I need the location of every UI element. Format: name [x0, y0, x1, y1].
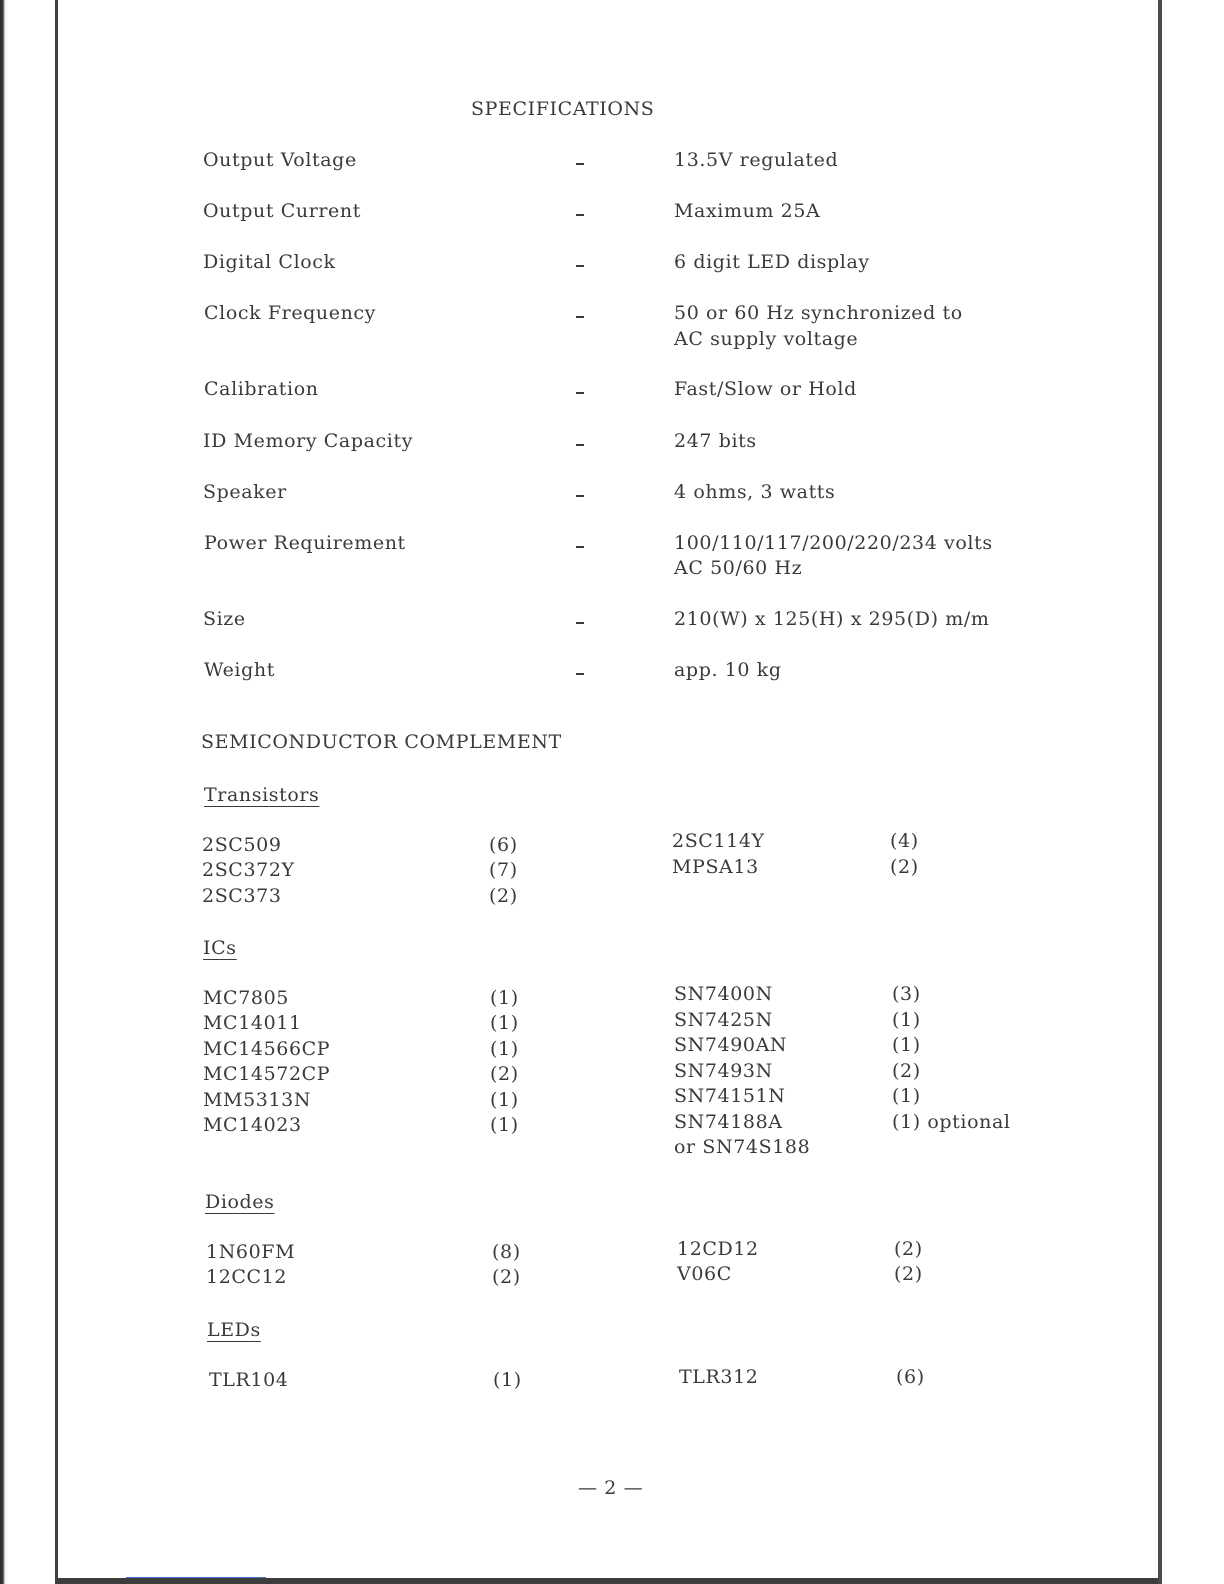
- part-qty: (1): [892, 1085, 921, 1107]
- part-name: V06C: [677, 1263, 732, 1285]
- part-name: 1N60FM: [206, 1241, 296, 1263]
- spec-label: Weight: [204, 659, 275, 681]
- spec-value: 13.5V regulated: [674, 149, 839, 171]
- part-qty: (1): [892, 1034, 921, 1056]
- part-name: MC14023: [203, 1114, 302, 1136]
- spec-separator: [576, 163, 584, 165]
- part-name: 2SC372Y: [202, 859, 295, 881]
- page-number: — 2 —: [578, 1477, 644, 1499]
- part-qty: (2): [492, 1266, 521, 1288]
- part-qty: (2): [890, 856, 919, 878]
- part-qty: (2): [490, 1063, 519, 1085]
- spec-value: 4 ohms, 3 watts: [674, 481, 836, 503]
- part-name: SN7490AN: [674, 1034, 788, 1056]
- part-name: 2SC114Y: [672, 830, 765, 852]
- diodes-heading: Diodes: [205, 1191, 275, 1213]
- part-qty: (1): [490, 1089, 519, 1111]
- spec-value: app. 10 kg: [674, 659, 782, 681]
- part-qty: (8): [492, 1241, 521, 1263]
- spec-label: Size: [203, 608, 246, 630]
- spec-value: 50 or 60 Hz synchronized to: [674, 302, 963, 324]
- spec-value: 210(W) x 125(H) x 295(D) m/m: [674, 608, 990, 630]
- part-name: 2SC509: [202, 834, 282, 856]
- part-name: TLR312: [679, 1366, 759, 1388]
- specifications-title: SPECIFICATIONS: [471, 98, 655, 120]
- spec-value: 247 bits: [674, 430, 757, 452]
- spec-separator: [576, 265, 584, 267]
- spec-separator: [576, 392, 584, 394]
- spec-value-line2: AC 50/60 Hz: [674, 557, 803, 579]
- part-qty: (1): [490, 1038, 519, 1060]
- part-qty: (2): [894, 1263, 923, 1285]
- spec-separator: [576, 316, 584, 318]
- spec-label: Output Voltage: [203, 149, 357, 171]
- part-name: 2SC373: [202, 885, 282, 907]
- part-name: MC7805: [203, 987, 289, 1009]
- part-name: SN7493N: [674, 1060, 773, 1082]
- part-qty: (3): [892, 983, 921, 1005]
- part-qty: (1): [493, 1369, 522, 1391]
- part-qty: (7): [489, 859, 518, 881]
- transistors-heading: Transistors: [204, 784, 320, 806]
- spec-label: Digital Clock: [203, 251, 336, 273]
- part-name: 12CC12: [206, 1266, 288, 1288]
- part-name: MC14566CP: [203, 1038, 331, 1060]
- part-name: SN74151N: [674, 1085, 786, 1107]
- part-qty: (2): [892, 1060, 921, 1082]
- spec-label: Calibration: [204, 378, 319, 400]
- part-name: MC14572CP: [203, 1063, 331, 1085]
- spec-value: Fast/Slow or Hold: [674, 378, 857, 400]
- spec-separator: [576, 444, 584, 446]
- spec-separator: [576, 673, 584, 675]
- spec-separator: [576, 495, 584, 497]
- part-name: 12CD12: [677, 1238, 759, 1260]
- part-name: or SN74S188: [674, 1136, 811, 1158]
- part-qty: (1): [490, 1012, 519, 1034]
- part-name: SN7400N: [674, 983, 773, 1005]
- spec-separator: [576, 622, 584, 624]
- spec-value-line2: AC supply voltage: [674, 328, 859, 350]
- part-qty: (1): [490, 1114, 519, 1136]
- part-qty: (1) optional: [892, 1111, 1011, 1133]
- spec-label: Clock Frequency: [204, 302, 377, 324]
- spec-label: Speaker: [203, 481, 287, 503]
- leds-heading: LEDs: [207, 1319, 261, 1341]
- spec-value: Maximum 25A: [674, 200, 821, 222]
- part-qty: (1): [490, 987, 519, 1009]
- part-qty: (6): [489, 834, 518, 856]
- ics-heading: ICs: [203, 937, 237, 959]
- part-qty: (6): [896, 1366, 925, 1388]
- spec-label: ID Memory Capacity: [203, 430, 414, 452]
- spec-separator: [576, 214, 584, 216]
- spec-label: Power Requirement: [204, 532, 406, 554]
- spec-value: 6 digit LED display: [674, 251, 870, 273]
- part-name: MPSA13: [672, 856, 759, 878]
- spec-value: 100/110/117/200/220/234 volts: [674, 532, 993, 554]
- part-qty: (2): [489, 885, 518, 907]
- part-qty: (2): [894, 1238, 923, 1260]
- part-qty: (4): [890, 830, 919, 852]
- part-name: TLR104: [209, 1369, 289, 1391]
- semiconductor-complement-title: SEMICONDUCTOR COMPLEMENT: [201, 731, 562, 753]
- part-name: MC14011: [203, 1012, 302, 1034]
- part-name: MM5313N: [203, 1089, 312, 1111]
- spec-label: Output Current: [203, 200, 361, 222]
- part-name: SN74188A: [674, 1111, 783, 1133]
- spec-separator: [576, 546, 584, 548]
- part-qty: (1): [892, 1009, 921, 1031]
- part-name: SN7425N: [674, 1009, 773, 1031]
